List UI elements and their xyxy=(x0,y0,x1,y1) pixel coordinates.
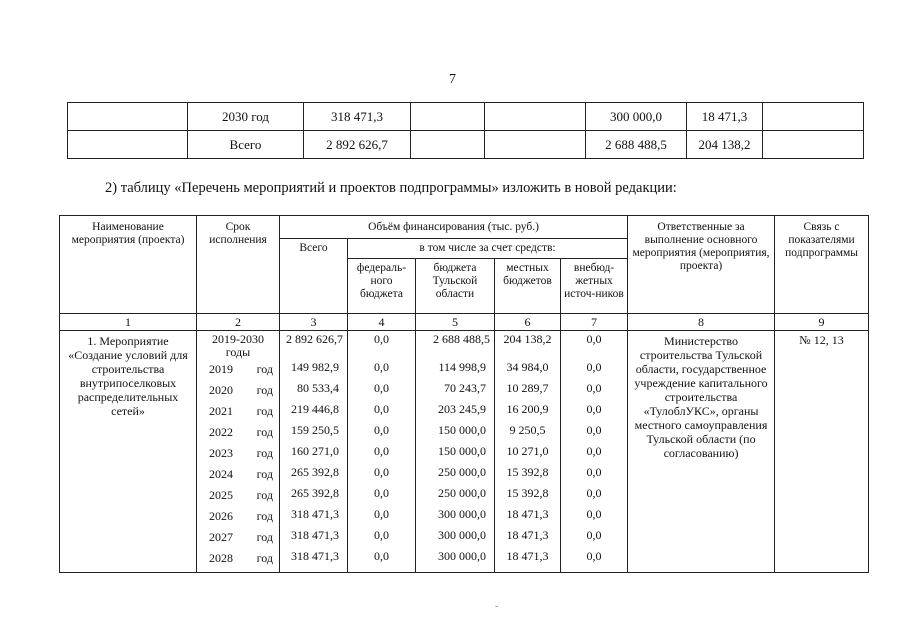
year-label xyxy=(197,485,279,506)
year-word: год xyxy=(256,425,273,439)
local-value: 18 471,3 xyxy=(506,549,549,563)
header-name: Наименование мероприятия (проекта) xyxy=(60,216,197,314)
top-table-fragment xyxy=(67,102,864,159)
header-federal: федераль-ного бюджета xyxy=(348,259,416,314)
term-column xyxy=(197,331,280,573)
scan-mark: - xyxy=(495,601,499,612)
extra-value: 0,0 xyxy=(586,423,602,437)
region-value: 300 000,0 xyxy=(438,507,486,521)
year-label xyxy=(197,422,279,443)
year-number: 2025 xyxy=(209,488,233,502)
col-number: 4 xyxy=(348,314,416,331)
year-word: год xyxy=(256,404,273,418)
extra-value: 0,0 xyxy=(586,381,602,395)
range-local: 204 138,2 xyxy=(503,332,552,346)
col-number: 2 xyxy=(197,314,280,331)
federal-value: 0,0 xyxy=(374,507,389,521)
total-value: 318 471,3 xyxy=(304,103,411,131)
year-number: 2022 xyxy=(209,425,233,439)
local-value: 34 984,0 xyxy=(506,360,549,374)
year-label xyxy=(197,464,279,485)
year-label xyxy=(197,548,279,569)
col-number: 1 xyxy=(60,314,197,331)
header-term: Срок исполнения xyxy=(197,216,280,314)
year-word: год xyxy=(256,530,273,544)
federal-column xyxy=(348,331,416,573)
year-label xyxy=(197,527,279,548)
year-number: 2024 xyxy=(209,467,233,481)
col-number: 8 xyxy=(628,314,775,331)
header-region: бюджета Тульской области xyxy=(416,259,495,314)
total-value: 2 892 626,7 xyxy=(304,131,411,159)
region-value: 150 000,0 xyxy=(438,444,486,458)
federal-value: 0,0 xyxy=(374,444,389,458)
year-list xyxy=(197,359,279,569)
extra-value: 0,0 xyxy=(586,528,602,542)
total-value: 80 533,4 xyxy=(297,381,339,395)
local-column xyxy=(495,331,561,573)
federal-value: 0,0 xyxy=(374,360,389,374)
federal-value: 0,0 xyxy=(374,528,389,542)
total-column xyxy=(280,331,348,573)
header-financing: Объём финансирования (тыс. руб.) xyxy=(280,216,628,239)
range-federal: 0,0 xyxy=(374,332,389,346)
total-value: 160 271,0 xyxy=(291,444,339,458)
year-number: 2021 xyxy=(209,404,233,418)
term-unit: годы xyxy=(225,345,251,359)
table-row xyxy=(68,131,864,159)
federal-value: 0,0 xyxy=(374,381,389,395)
col-number: 9 xyxy=(775,314,869,331)
region-value: 300 000,0 xyxy=(586,103,687,131)
region-value: 203 245,9 xyxy=(438,402,486,416)
responsible-text: Министерство строительства Тульской области, государственное учреждение капитального строительства «ТулоблУКС», органы местного самоуправления Тульской области (по согласованию) xyxy=(628,331,775,573)
header-total: Всего xyxy=(280,239,348,314)
region-value: 150 000,0 xyxy=(438,423,486,437)
federal-value: 0,0 xyxy=(374,465,389,479)
link-text: № 12, 13 xyxy=(775,331,869,573)
year-label xyxy=(197,359,279,380)
year-label xyxy=(197,401,279,422)
year-word: год xyxy=(256,383,273,397)
total-value: 149 982,9 xyxy=(291,360,339,374)
year-label xyxy=(197,380,279,401)
region-value: 250 000,0 xyxy=(438,486,486,500)
range-extra: 0,0 xyxy=(586,332,602,346)
year-number: 2028 xyxy=(209,551,233,565)
region-value: 70 243,7 xyxy=(444,381,486,395)
year-number: 2026 xyxy=(209,509,233,523)
region-value: 114 998,9 xyxy=(438,360,486,374)
year-word: год xyxy=(256,509,273,523)
total-value: 318 471,3 xyxy=(291,549,339,563)
activities-table xyxy=(59,215,869,573)
activity-name: 1. Мероприятие «Создание условий для строительства внутрипоселковых распределительных сетей» xyxy=(60,331,197,573)
year-word: год xyxy=(256,467,273,481)
col-number: 6 xyxy=(495,314,561,331)
header-responsible: Ответственные за выполнение основного мероприятия (мероприятия, проекта) xyxy=(628,216,775,314)
total-value: 159 250,5 xyxy=(291,423,339,437)
year-label xyxy=(197,443,279,464)
row-label: 2030 год xyxy=(188,103,304,131)
header-link: Связь с показателями подпрограммы xyxy=(775,216,869,314)
year-number: 2027 xyxy=(209,530,233,544)
range-region: 2 688 488,5 xyxy=(433,332,490,346)
extra-value: 0,0 xyxy=(586,360,602,374)
year-word: год xyxy=(256,362,273,376)
region-value: 2 688 488,5 xyxy=(586,131,687,159)
column-number-row xyxy=(60,314,869,331)
federal-value: 0,0 xyxy=(374,423,389,437)
year-label xyxy=(197,506,279,527)
region-value: 300 000,0 xyxy=(438,549,486,563)
year-number: 2019 xyxy=(209,362,233,376)
local-value: 15 392,8 xyxy=(506,465,549,479)
federal-value: 0,0 xyxy=(374,549,389,563)
extra-value: 0,0 xyxy=(586,402,602,416)
year-number: 2020 xyxy=(209,383,233,397)
table-row xyxy=(68,103,864,131)
region-value: 250 000,0 xyxy=(438,465,486,479)
range-total: 2 892 626,7 xyxy=(286,332,343,346)
extra-value: 0,0 xyxy=(586,549,602,563)
header-including: в том числе за счет средств: xyxy=(348,239,628,259)
local-value: 9 250,5 xyxy=(509,423,546,437)
header-local: местных бюджетов xyxy=(495,259,561,314)
extra-value: 0,0 xyxy=(586,465,602,479)
total-value: 219 446,8 xyxy=(291,402,339,416)
col-number: 5 xyxy=(416,314,495,331)
year-word: год xyxy=(256,551,273,565)
total-value: 318 471,3 xyxy=(291,528,339,542)
local-value: 18 471,3 xyxy=(506,507,549,521)
table-row xyxy=(60,331,869,573)
total-value: 318 471,3 xyxy=(291,507,339,521)
local-value: 204 138,2 xyxy=(687,131,763,159)
extra-value: 0,0 xyxy=(586,444,602,458)
extra-column xyxy=(561,331,628,573)
row-label: Всего xyxy=(188,131,304,159)
federal-value: 0,0 xyxy=(374,486,389,500)
local-value: 15 392,8 xyxy=(506,486,549,500)
header-extra: внебюд-жетных источ-ников xyxy=(561,259,628,314)
instruction-paragraph: 2) таблицу «Перечень мероприятий и проектов подпрограммы» изложить в новой редакции: xyxy=(105,180,677,196)
col-number: 7 xyxy=(561,314,628,331)
local-value: 10 271,0 xyxy=(506,444,549,458)
local-value: 10 289,7 xyxy=(506,381,549,395)
year-word: год xyxy=(256,488,273,502)
local-value: 18 471,3 xyxy=(506,528,549,542)
extra-value: 0,0 xyxy=(586,507,602,521)
year-number: 2023 xyxy=(209,446,233,460)
local-value: 16 200,9 xyxy=(506,402,549,416)
region-column xyxy=(416,331,495,573)
total-value: 265 392,8 xyxy=(291,465,339,479)
col-number: 3 xyxy=(280,314,348,331)
region-value: 300 000,0 xyxy=(438,528,486,542)
term-range: 2019-2030 xyxy=(212,332,264,346)
local-value: 18 471,3 xyxy=(687,103,763,131)
page-number: 7 xyxy=(449,72,456,87)
year-word: год xyxy=(256,446,273,460)
extra-value: 0,0 xyxy=(586,486,602,500)
federal-value: 0,0 xyxy=(374,402,389,416)
total-value: 265 392,8 xyxy=(291,486,339,500)
